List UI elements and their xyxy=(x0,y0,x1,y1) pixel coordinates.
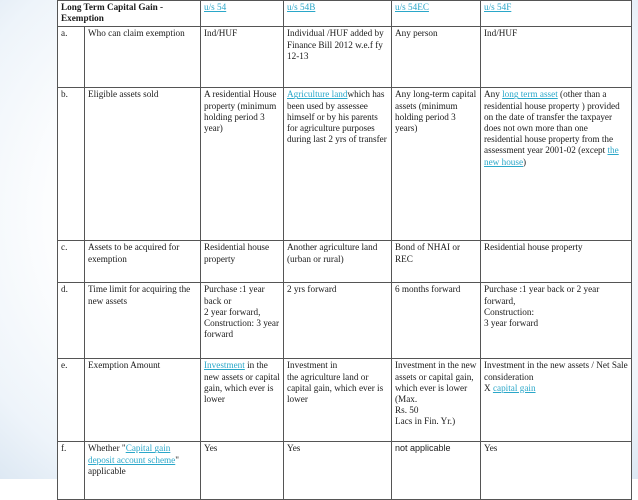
cell-us54f: Ind/HUF xyxy=(481,27,632,88)
cell-us54ec: 6 months forward xyxy=(392,283,481,359)
cell-us54: Purchase :1 year back or 2 year forward, Construction: 3 year forward xyxy=(201,283,284,359)
table-row-c xyxy=(58,241,632,283)
table-row-b xyxy=(58,88,632,241)
capital-gain-deposit-scheme-link[interactable]: Capital gain deposit account scheme xyxy=(88,443,176,465)
row-id: e. xyxy=(58,359,85,442)
header-row xyxy=(58,1,632,27)
row-label xyxy=(85,442,201,500)
cell-us54b: Yes xyxy=(284,442,392,500)
header-us54[interactable]: u/s 54 xyxy=(201,1,284,27)
cell-text: Whether " xyxy=(88,443,126,454)
row-label: Time limit for acquiring the new assets xyxy=(85,283,201,359)
row-label: Exemption Amount xyxy=(85,359,201,442)
table-row-d xyxy=(58,283,632,359)
row-label: Eligible assets sold xyxy=(85,88,201,241)
cell-us54 xyxy=(201,359,284,442)
cell-us54f: Residential house property xyxy=(481,241,632,283)
cell-text: " applicable xyxy=(88,454,180,476)
cell-us54: Yes xyxy=(201,442,284,500)
investment-link[interactable]: Investment xyxy=(204,360,245,371)
cell-us54: A residential House property (minimum holding period 3 year) xyxy=(201,88,284,241)
cell-us54ec: Any long-term capital assets (minimum holding period 3 years) xyxy=(392,88,481,241)
row-id: c. xyxy=(58,241,85,283)
header-us54f[interactable]: u/s 54F xyxy=(481,1,632,27)
table-row-a xyxy=(58,27,632,88)
cell-us54b xyxy=(284,88,392,241)
cell-text: (other than a residential house property ) provided on the date of transfer the taxpayer does not own more than one residential house property from the assessment year 2001-02 (except xyxy=(484,89,620,156)
header-us54b[interactable]: u/s 54B xyxy=(284,1,392,27)
row-id: a. xyxy=(58,27,85,88)
cell-us54ec: Investment in the new assets or capital gain, which ever is lower (Max. Rs. 50 Lacs in Fin. Yr.) xyxy=(392,359,481,442)
long-term-asset-link[interactable]: long term asset xyxy=(502,89,558,100)
ltcg-exemption-table xyxy=(57,0,632,500)
cell-text: in the new assets or capital gain, which ever is lower xyxy=(204,360,280,405)
agriculture-land-link[interactable]: Agriculture land xyxy=(287,89,348,100)
cell-us54f: Purchase :1 year back or 2 year forward, Construction: 3 year forward xyxy=(481,283,632,359)
cell-us54b: Another agriculture land (urban or rural) xyxy=(284,241,392,283)
header-us54ec[interactable]: u/s 54EC xyxy=(392,1,481,27)
cell-us54f: Yes xyxy=(481,442,632,500)
new-house-link[interactable]: the new house xyxy=(484,145,619,167)
row-id: b. xyxy=(58,88,85,241)
cell-text: ) xyxy=(523,156,527,167)
cell-us54: Residential house property xyxy=(201,241,284,283)
row-label: Who can claim exemption xyxy=(85,27,201,88)
cell-us54f xyxy=(481,359,632,442)
table-row-e xyxy=(58,359,632,442)
cell-text: Investment in the new assets / Net Sale consideration X xyxy=(484,360,628,393)
row-label: Assets to be acquired for exemption xyxy=(85,241,201,283)
cell-us54f xyxy=(481,88,632,241)
cell-text: which has been used by assessee himself or by his parents for agriculture purposes during last 2 yrs of transfer xyxy=(287,89,387,145)
capital-gain-link[interactable]: capital gain xyxy=(492,382,536,393)
table-row-f xyxy=(58,442,632,500)
cell-text: Any xyxy=(484,89,503,100)
header-title: Long Term Capital Gain - Exemption xyxy=(58,1,201,27)
cell-us54ec: Bond of NHAI or REC xyxy=(392,241,481,283)
cell-us54ec: Any person xyxy=(392,27,481,88)
row-id: d. xyxy=(58,283,85,359)
row-id: f. xyxy=(58,442,85,500)
cell-us54b: Individual /HUF added by Finance Bill 2012 w.e.f fy 12-13 xyxy=(284,27,392,88)
cell-us54: Ind/HUF xyxy=(201,27,284,88)
cell-us54ec: not applicable xyxy=(392,442,481,500)
cell-us54b: Investment in the agriculture land or capital gain, which ever is lower xyxy=(284,359,392,442)
cell-us54b: 2 yrs forward xyxy=(284,283,392,359)
